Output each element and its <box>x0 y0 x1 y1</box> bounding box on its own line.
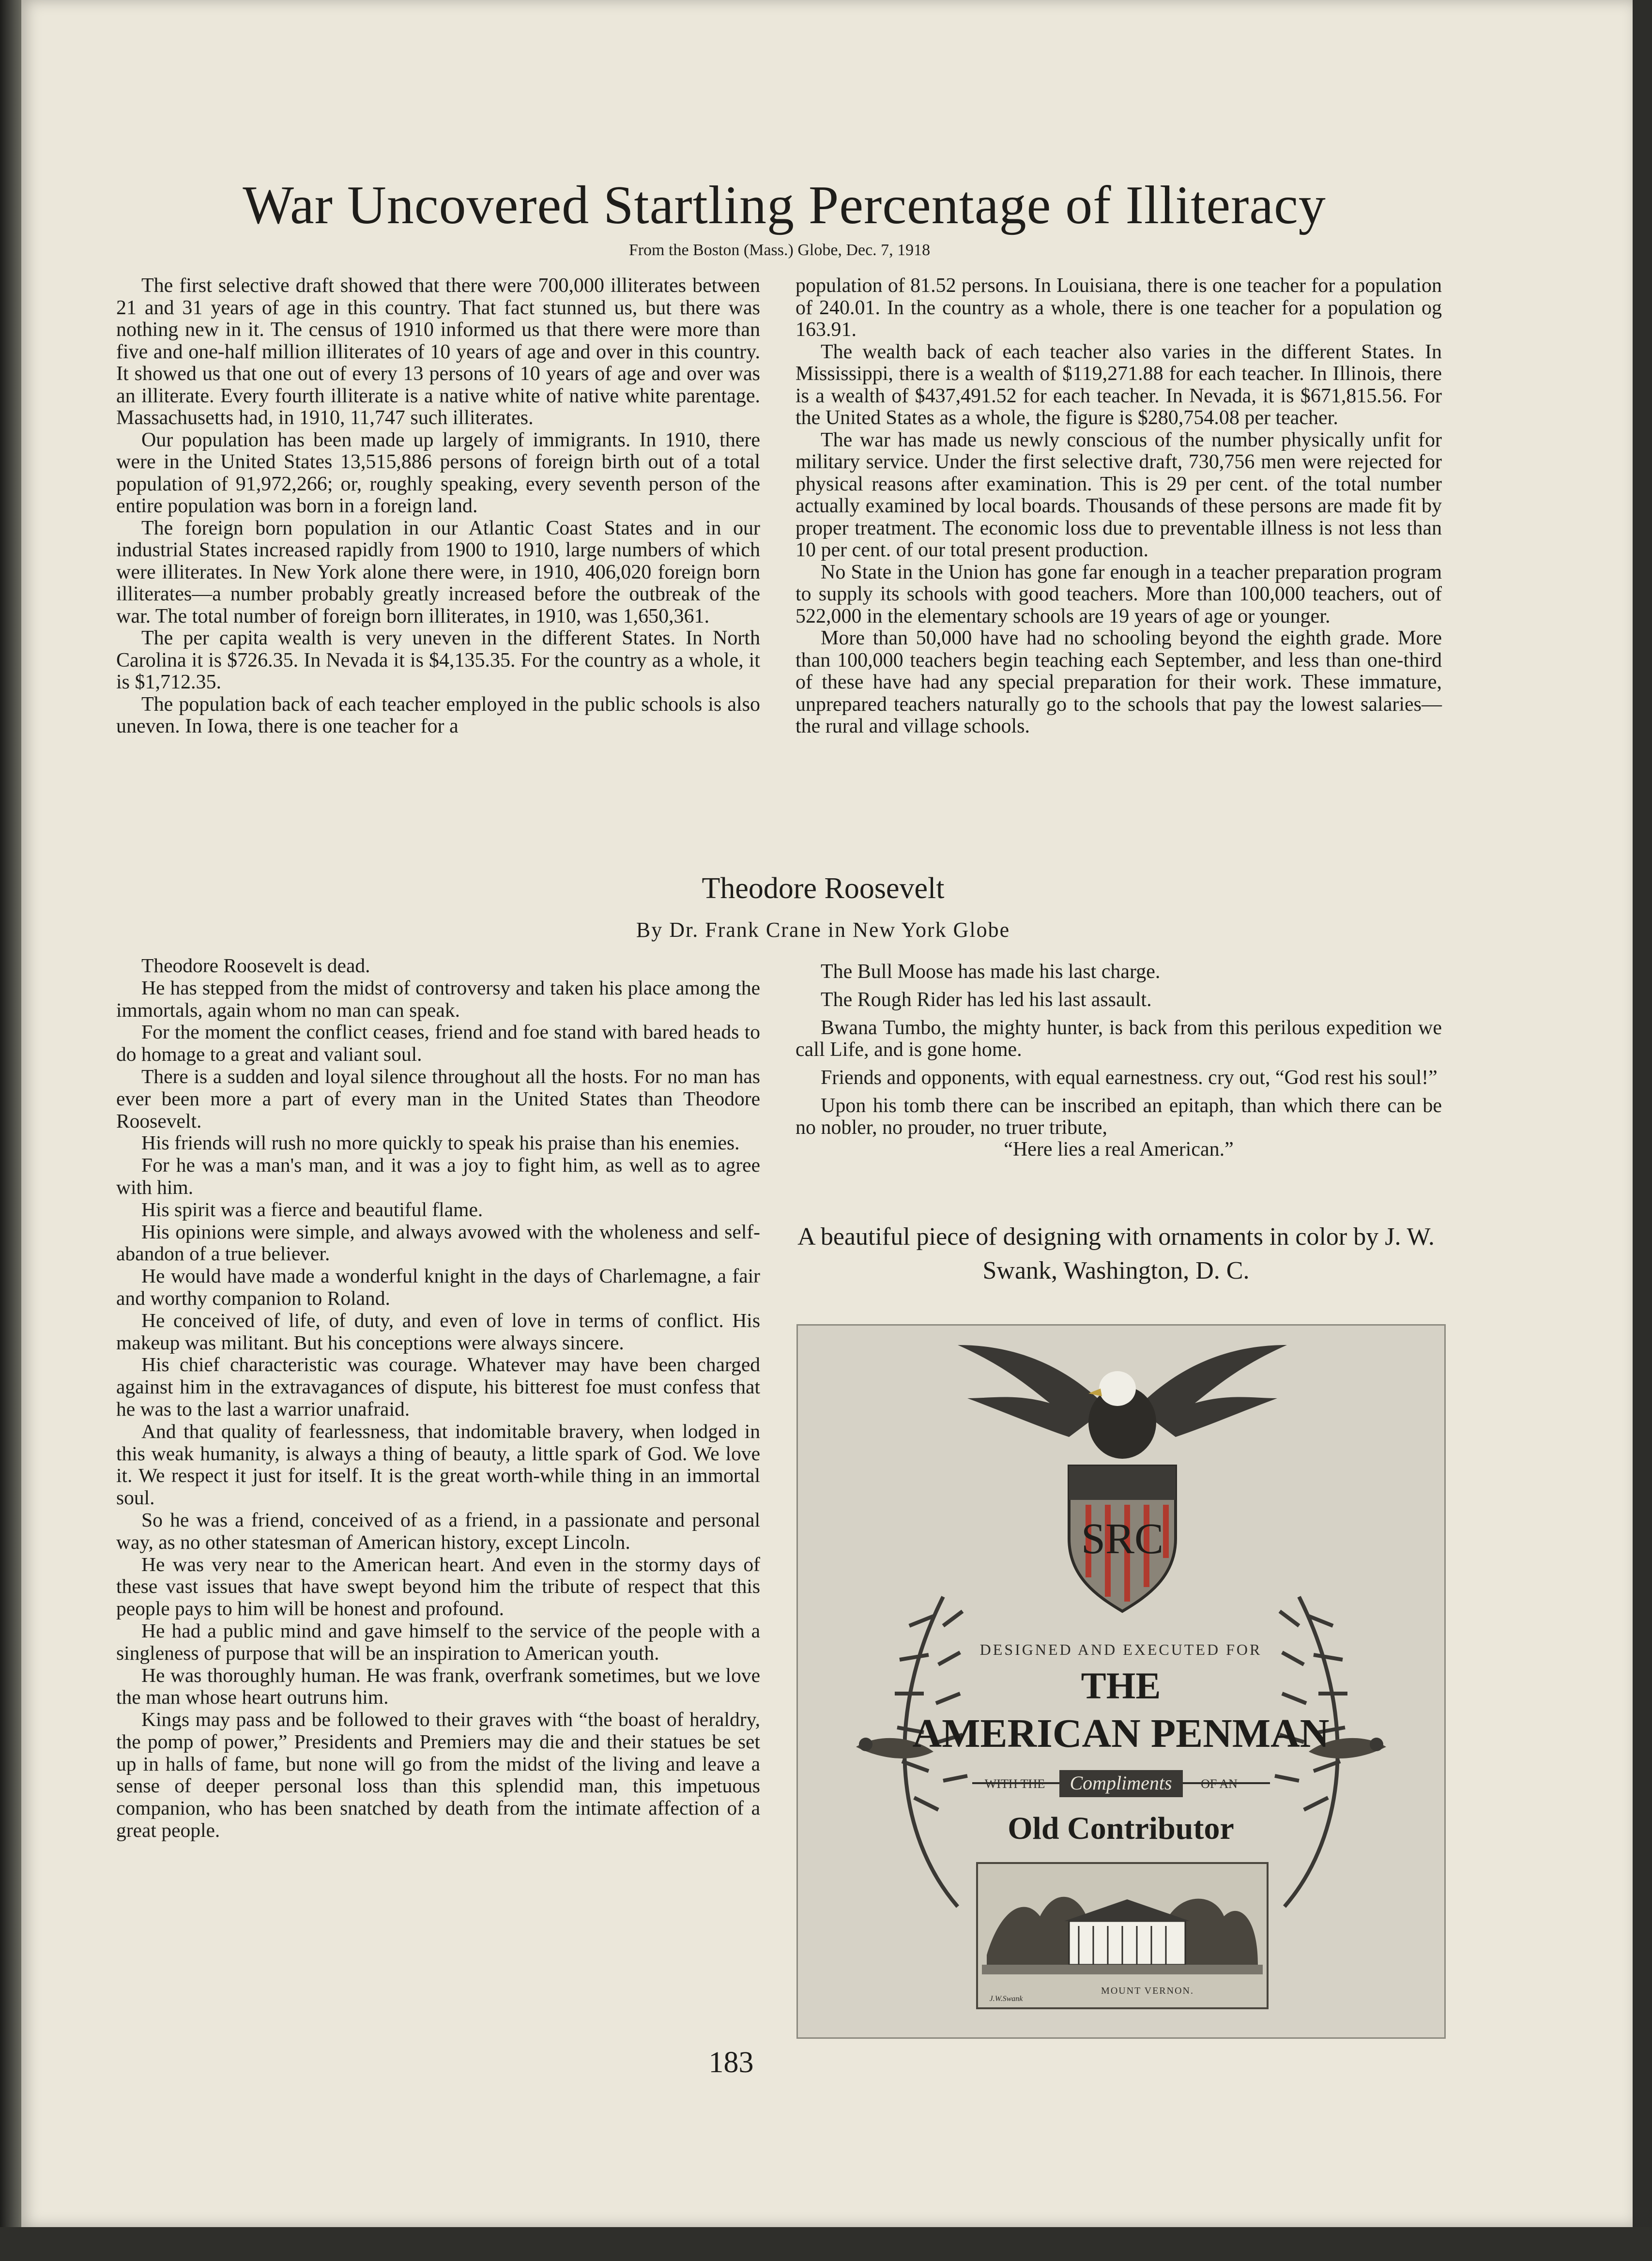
epitaph: “Here lies a real American.” <box>1004 1138 1234 1161</box>
artist-signature: J.W.Swank <box>989 1995 1023 2003</box>
paragraph: His spirit was a fierce and beautiful flame. <box>141 1198 483 1221</box>
paragraph: Kings may pass and be followed to their graves with “the boast of heraldry, the pomp of power,” Presidents and Premiers may die and their statues be set up in halls of fame, but none will go from the midst of the living and leave a sense of deeper personal loss than this splendid man, this impetuous companion, who has been snatched by death from the intimate affection of a great people. <box>116 1708 760 1842</box>
penmanship-illustration <box>798 1326 1444 2037</box>
paragraph: He had a public mind and gave himself to the service of the people with a singleness of purpose that will be an inspiration to American youth. <box>116 1619 760 1664</box>
page-bottom-edge <box>0 2227 1652 2261</box>
paragraph: There is a sudden and loyal silence throughout all the hosts. For no man has ever been more a part of every man in the United States than Theodore Roosevelt. <box>116 1065 760 1132</box>
section-title: Theodore Roosevelt <box>702 872 945 905</box>
illustration-caption: A beautiful piece of designing with ornaments in color by J. W. Swank, Washington, D. C. <box>797 1223 1435 1284</box>
paragraph: He has stepped from the midst of controversy and taken his place among the immortals, again whom no man can speak. <box>116 976 760 1021</box>
article1-right-column <box>795 275 1442 738</box>
paragraph: The war has made us newly conscious of the number physically unfit for military service. Under the first selective draft, 730,756 men were rejected for physical reasons after examination. This is 29 per cent. of the total number actually examined by local boards. Thousands of these persons are made fit by proper treatment. The economic loss due to preventable illness is not less than 10 per cent. of our total present production. <box>795 428 1442 561</box>
paragraph: The per capita wealth is very uneven in the different States. In North Carolina it is $726.35. In Nevada it is $4,135.35. For the country as a whole, it is $1,712.35. <box>116 627 760 693</box>
article-title: War Uncovered Startling Percentage of Illiteracy <box>243 175 1326 235</box>
mount-vernon-vignette <box>977 1863 1268 2008</box>
paragraph: He was very near to the American heart. And even in the stormy days of these vast issues that have swept beyond him the tribute of respect that this people pays to him will be honest and profound. <box>116 1553 760 1620</box>
paragraph: So he was a friend, conceived of as a friend, in a passionate and personal way, as no other statesman of American history, except Lincoln. <box>116 1508 760 1553</box>
paragraph: The Rough Rider has led his last assault. <box>821 989 1152 1011</box>
vignette-label: MOUNT VERNON. <box>1101 1986 1194 1996</box>
paragraph: No State in the Union has gone far enough in a teacher preparation program to supply its schools with good teachers. More than 100,000 teachers, out of 522,000 in the elementary schools are 19 years of age or younger. <box>795 561 1442 627</box>
penman-title: AMERICAN PENMAN <box>912 1711 1330 1756</box>
designed-line: DESIGNED AND EXECUTED FOR <box>979 1641 1262 1658</box>
paragraph: For he was a man's man, and it was a joy to fight him, as well as to agree with him. <box>116 1154 760 1198</box>
article2-right-column <box>795 961 1442 1167</box>
old-contributor: Old Contributor <box>1008 1811 1234 1846</box>
paragraph: Bwana Tumbo, the mighty hunter, is back from this perilous expedition we call Life, and is gone home. <box>795 1017 1442 1061</box>
article1-left-column <box>116 275 760 738</box>
article-source: From the Boston (Mass.) Globe, Dec. 7, 1918 <box>628 241 931 259</box>
with-the-label: WITH THE <box>984 1777 1045 1791</box>
the-label: THE <box>1081 1665 1161 1707</box>
page-number: 183 <box>708 2046 754 2079</box>
monogram: SRC <box>1081 1515 1164 1563</box>
paragraph: The population back of each teacher employed in the public schools is also uneven. In Iowa, there is one teacher for a <box>116 693 760 737</box>
paragraph: His friends will rush no more quickly to speak his praise than his enemies. <box>141 1131 740 1154</box>
paragraph: He was thoroughly human. He was frank, overfrank sometimes, but we love the man whose heart outruns him. <box>116 1664 760 1709</box>
paragraph: Theodore Roosevelt is dead. <box>141 954 370 977</box>
paragraph: Upon his tomb there can be inscribed an epitaph, than which there can be no nobler, no prouder, no truer tribute, <box>795 1095 1442 1139</box>
paragraph: And that quality of fearlessness, that indomitable bravery, when lodged in this weak humanity, is always a thing of beauty, a little spark of God. We love it. We respect it just for itself. It is the great worth-while thing in an immortal soul. <box>116 1420 760 1509</box>
paragraph: He conceived of life, of duty, and even of love in terms of conflict. His makeup was militant. But his conceptions were always sincere. <box>116 1309 760 1354</box>
illustration-plate <box>796 1324 1446 2039</box>
paragraph: More than 50,000 have had no schooling beyond the eighth grade. More than 100,000 teachers begin teaching each September, and less than one-third of these have had any special preparation for their work. These immature, unprepared teachers naturally go to the schools that pay the lowest salaries—the rural and village schools. <box>795 627 1442 737</box>
paragraph: The foreign born population in our Atlantic Coast States and in our industrial States increased rapidly from 1900 to 1910, large numbers of which were illiterates. In New York alone there were, in 1910, 406,020 foreign born illiterates—a number probably greatly increased before the outbreak of the war. The total number of foreign born illiterates, in 1910, was 1,650,361. <box>116 517 760 627</box>
page-edge <box>1633 0 1652 2261</box>
paragraph: population of 81.52 persons. In Louisiana, there is one teacher for a population of 240.01. In the country as a whole, there is one teacher for a population og 163.91. <box>795 275 1442 341</box>
paragraph: Friends and opponents, with equal earnestness. cry out, “God rest his soul!” <box>821 1067 1438 1089</box>
paragraph: His chief characteristic was courage. Whatever may have been charged against him in the extravagances of dispute, his bitterest foe must confess that he was to the last a warrior unafraid. <box>116 1353 760 1420</box>
paragraph: For the moment the conflict ceases, friend and foe stand with bared heads to do homage to a great and valiant soul. <box>116 1021 760 1066</box>
paragraph: The wealth back of each teacher also varies in the different States. In Mississippi, there is a wealth of $119,271.88 for each teacher. In Illinois, there is a wealth of $437,491.52 for each teacher. In Nevada, it is $671,815.56. For the United States as a whole, the figure is $280,754.08 per teacher. <box>795 340 1442 429</box>
of-an-label: OF AN <box>1201 1777 1238 1791</box>
compliments-label: Compliments <box>1070 1772 1172 1794</box>
paragraph: The Bull Moose has made his last charge. <box>821 961 1161 983</box>
paragraph: Our population has been made up largely of immigrants. In 1910, there were in the United States 13,515,886 persons of foreign birth out of a total population of 91,972,266; or, roughly speaking, every seventh person of the entire population was born in a foreign land. <box>116 428 760 517</box>
paragraph: He would have made a wonderful knight in the days of Charlemagne, a fair and worthy companion to Roland. <box>116 1265 760 1309</box>
paragraph: His opinions were simple, and always avowed with the wholeness and self-abandon of a true believer. <box>116 1220 760 1265</box>
byline: By Dr. Frank Crane in New York Globe <box>636 918 1010 942</box>
book-spine <box>0 0 21 2261</box>
paragraph: The first selective draft showed that there were 700,000 illiterates between 21 and 31 years of age in this country. That fact stunned us, but there was nothing new in it. The census of 1910 informed us that there were more than five and one-half million illiterates of 10 years of age and over in this country. It showed us that one out of every 13 persons of 10 years of age and over was an illiterate. Every fourth illiterate is a native white of native white parentage. Massachusetts had, in 1910, 11,747 such illiterates. <box>116 275 760 429</box>
article2-left-column <box>116 955 760 1842</box>
